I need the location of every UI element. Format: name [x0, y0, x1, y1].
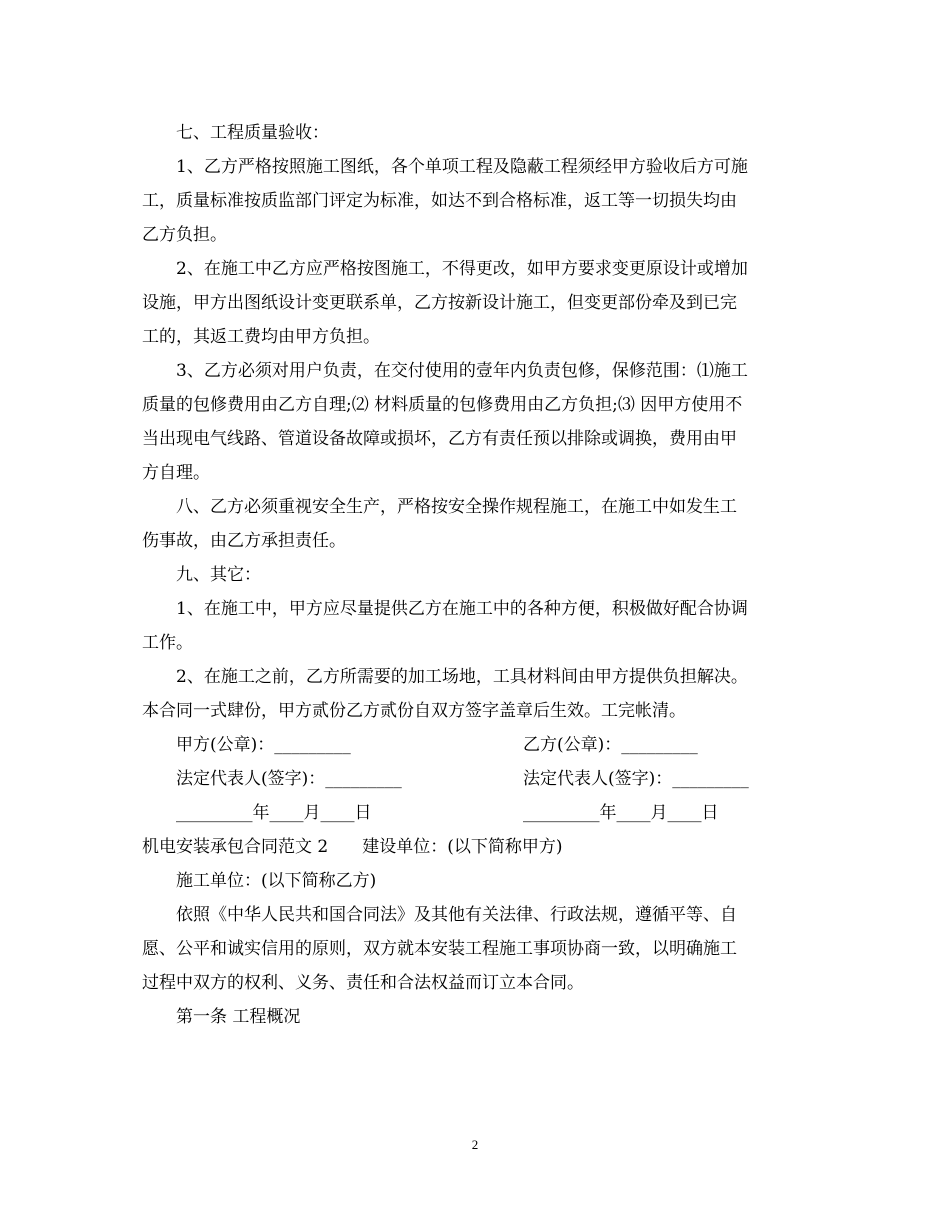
intro-paragraph: [142, 898, 810, 1000]
text-line: 乙方负担。: [142, 225, 227, 245]
article-1-heading: [142, 1000, 810, 1034]
section-8-paragraph: [142, 490, 810, 558]
section-9-paragraph-2: [142, 660, 810, 728]
text-line: 工作。: [142, 633, 193, 653]
text-line: 1、在施工中，甲方应尽量提供乙方在施工中的各种方便，积极做好配合协调: [176, 599, 748, 619]
text-line: 本合同一式肆份，甲方贰份乙方贰份自双方签字盖章后生效。工完帐清。: [142, 701, 686, 721]
party-b-seal-line: 乙方(公章)：_________: [523, 735, 698, 755]
section-9-heading-text: 九、其它：: [176, 565, 261, 585]
text-line: 愿、公平和诚实信用的原则，双方就本安装工程施工事项协商一致，以明确施工: [142, 939, 737, 959]
text-line: 过程中双方的权利、义务、责任和合法权益而订立本合同。: [142, 973, 584, 993]
text-line: 伤事故，由乙方承担责任。: [142, 531, 346, 551]
text-line: 质量的包修费用由乙方自理;⑵ 材料质量的包修费用由乙方负担;⑶ 因甲方使用不: [142, 395, 743, 415]
text-line: 工的，其返工费均由甲方负担。: [142, 327, 380, 347]
party-a-date-line: _________年____月____日: [176, 803, 372, 823]
page-number: 2: [471, 1137, 479, 1152]
text-line: 八、乙方必须重视安全生产，严格按安全操作规程施工，在施工中如发生工: [176, 497, 737, 517]
text-line: 3、乙方必须对用户负责，在交付使用的壹年内负责包修，保修范围：⑴施工: [176, 361, 748, 381]
section-7-paragraph-2: [142, 252, 810, 354]
text-line: 2、在施工之前，乙方所需要的加工场地，工具材料间由甲方提供负担解决。: [176, 667, 748, 687]
party-b-representative-line: 法定代表人(签字)：_________: [523, 769, 749, 789]
section-9-paragraph-1: [142, 592, 810, 660]
contractor-text: 施工单位：(以下简称乙方): [176, 871, 377, 891]
contractor-line: [142, 864, 810, 898]
text-line: 方自理。: [142, 463, 210, 483]
party-a-seal-line: 甲方(公章)：_________: [176, 735, 351, 755]
section-7-paragraph-3: [142, 354, 810, 490]
article-1-heading-text: 第一条 工程概况: [176, 1007, 301, 1027]
section-7-heading: [142, 116, 810, 150]
party-b-date-line: _________年____月____日: [523, 803, 719, 823]
section-7-paragraph-1: [142, 150, 810, 252]
section-7-heading-text: 七、工程质量验收：: [176, 123, 329, 143]
text-line: 工，质量标准按质监部门评定为标准，如达不到合格标准，返工等一切损失均由: [142, 191, 737, 211]
text-line: 当出现电气线路、管道设备故障或损坏，乙方有责任预以排除或调换，费用由甲: [142, 429, 737, 449]
text-line: 2、在施工中乙方应严格按图施工，不得更改，如甲方要求变更原设计或增加: [176, 259, 748, 279]
text-line: 设施，甲方出图纸设计变更联系单，乙方按新设计施工，但变更部份牵及到已完: [142, 293, 737, 313]
contract-2-title-text: 机电安装承包合同范文 2 建设单位：(以下简称甲方): [142, 837, 563, 857]
contract-2-title: [142, 830, 810, 864]
text-line: 依照《中华人民共和国合同法》及其他有关法律、行政法规，遵循平等、自: [176, 905, 737, 925]
party-a-representative-line: 法定代表人(签字)：_________: [176, 769, 402, 789]
section-9-heading: [142, 558, 810, 592]
text-line: 1、乙方严格按照施工图纸，各个单项工程及隐蔽工程须经甲方验收后方可施: [176, 157, 748, 177]
